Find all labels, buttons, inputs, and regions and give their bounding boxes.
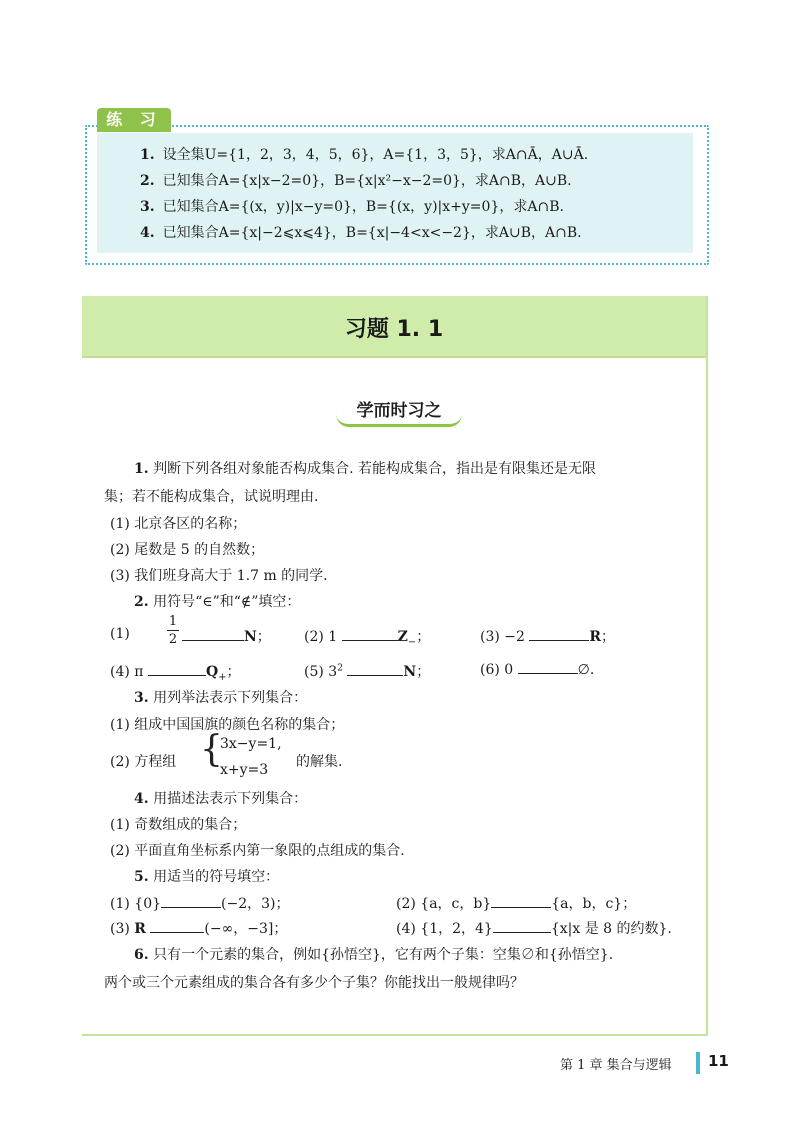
q2-item-1: (1) [110, 626, 130, 642]
exercises-subtitle: 学而时习之 [356, 401, 442, 421]
q2-item-2: (2) 1 $Z_-$； [304, 629, 431, 648]
q2-item-6: (6) 0 ∅. [480, 662, 595, 678]
q3-prompt: 3. 用列举法表示下列集合： [134, 690, 308, 706]
q3-option-2-label: (2) 方程组 [110, 754, 177, 770]
q4-option-1: (1) 奇数组成的集合； [110, 817, 247, 833]
q6-line1: 6. 只有一个元素的集合，例如{孙悟空}，它有两个子集：空集∅和{孙悟空}. [134, 947, 614, 963]
practice-item-1: 1. 设全集U={1，2，3，4，5，6}，A={1，3，5}，求A∩Ā，A∪Ā. [140, 147, 589, 163]
q6-line2: 两个或三个元素组成的集合各有多少个子集？你能找出一般规律吗？ [104, 975, 524, 991]
q5-item-2: (2) {a，c，b} {a，b，c}； [396, 896, 637, 912]
exercises-section [82, 296, 708, 1036]
q2-item-1-answer: N； [182, 626, 271, 646]
system-brace: { [200, 729, 223, 770]
subtitle-underline [336, 414, 462, 427]
exercises-title: 习题 1. 1 [344, 317, 444, 342]
q2-prompt: 2. 用符号“∈”和“∉”填空： [134, 594, 301, 610]
practice-item-3: 3. 已知集合A={(x，y)|x−y=0}，B={(x，y)|x+y=0}，求A∩B. [140, 199, 564, 215]
q3-equation-2: x+y=3 [220, 762, 269, 778]
q5-item-4: (4) {1，2，4} {x|x 是 8 的约数}. [396, 921, 672, 937]
practice-box [80, 108, 708, 264]
q3-option-2-suffix: 的解集. [296, 754, 343, 770]
practice-item-2: 2. 已知集合A={x|x−2=0}，B={x|x²−x−2=0}，求A∩B，A∪B. [140, 173, 572, 189]
footer-divider [696, 1052, 700, 1074]
q2-item-5: (5) $3^2$ N； [304, 663, 431, 680]
q2-item-4: (4) π $Q_+$； [110, 664, 241, 683]
q1-line2: 集；若不能构成集合，试说明理由. [104, 489, 319, 505]
chapter-footer: 第 1 章 集合与逻辑 [560, 1058, 672, 1073]
q1-option-3: (3) 我们班身高大于 1.7 m 的同学. [110, 568, 328, 584]
q4-prompt: 4. 用描述法表示下列集合： [134, 791, 308, 807]
q5-item-3: (3) R (−∞，−3]； [110, 921, 288, 937]
q5-prompt: 5. 用适当的符号填空： [134, 869, 280, 885]
q3-option-1: (1) 组成中国国旗的颜色名称的集合； [110, 717, 345, 733]
q2-item-3: (3) −2 R； [480, 629, 616, 645]
fraction-one-half: 1 2 [168, 614, 178, 647]
q4-option-2: (2) 平面直角坐标系内第一象限的点组成的集合. [110, 843, 405, 859]
q1-line1: 1. 判断下列各组对象能否构成集合. 若能构成集合，指出是有限集还是无限 [134, 461, 596, 477]
practice-item-4: 4. 已知集合A={x|−2⩽x⩽4}，B={x|−4<x<−2}，求A∪B，A∩B. [140, 225, 582, 241]
practice-tab-label: 练 习 [97, 108, 171, 132]
q1-option-1: (1) 北京各区的名称； [110, 516, 247, 532]
q3-equation-1: 3x−y=1, [220, 736, 282, 752]
q1-option-2: (2) 尾数是 5 的自然数； [110, 542, 265, 558]
q5-item-1: (1) {0} (−2，3)； [110, 896, 290, 912]
page-number: 11 [708, 1052, 729, 1070]
